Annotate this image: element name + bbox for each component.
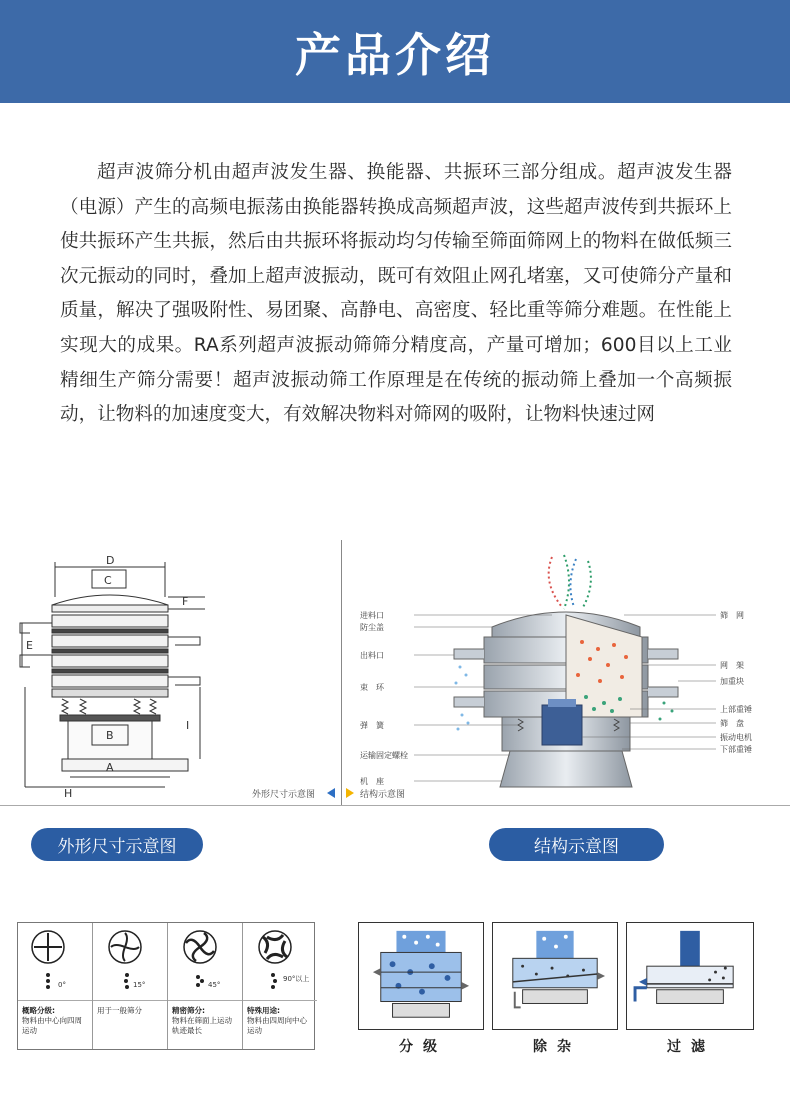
dim-letter-f: F <box>182 595 189 608</box>
structure-caption: 结构示意图 <box>360 790 406 800</box>
dim-letter-e: E <box>26 639 33 652</box>
header-banner <box>0 0 790 103</box>
dim-letter-b: B <box>106 729 114 742</box>
pill-dimension: 外形尺寸示意图 <box>31 828 203 861</box>
dim-letter-d: D <box>106 554 115 567</box>
strong-swirl-icon <box>243 923 317 1001</box>
figure-baseline <box>0 805 790 806</box>
label-weight-block: 加重块 <box>720 677 744 686</box>
label-dust-cover: 防尘盖 <box>360 623 384 632</box>
filtration-diagram <box>626 922 754 1030</box>
process-label-removal: 除杂 <box>533 1039 581 1055</box>
cross-path-icon <box>18 923 92 1001</box>
angle-15: 15° <box>133 981 146 989</box>
dim-letter-i: I <box>186 719 190 732</box>
motion-cell-0 <box>18 923 93 1049</box>
dim-letter-c: C <box>104 574 112 587</box>
dimension-drawing <box>0 537 340 807</box>
angle-45: 45° <box>208 981 221 989</box>
label-base: 机 座 <box>360 777 384 786</box>
light-swirl-icon <box>93 923 167 1001</box>
label-screen-tray: 筛 盘 <box>720 719 744 728</box>
angle-90: 90°以上 <box>283 975 310 983</box>
process-label-grading: 分级 <box>399 1039 447 1055</box>
medium-swirl-icon <box>168 923 242 1001</box>
motion-cell-3 <box>243 923 317 1049</box>
intro-paragraph: 超声波筛分机由超声波发生器、换能器、共振环三部分组成。超声波发生器（电源）产生的高频电振荡由换能器转换成高频超声波，这些超声波传到共振环上使共振环产生共振，然后由共振环将振动均匀传输至筛面筛网上的物料在做低频三次元振动的同时，叠加上超声波振动，既可有效阻止网孔堵塞，又可使筛分产量和质量，解决了强吸附性、易团聚、高静电、高密度、轻比重等筛分难题。在性能上实现大的成果。RA系列超声波振动筛筛分精度高，产量可增加；600目以上工业精细生产筛分需要！超声波振动筛工作原理是在传统的振动筛上叠加一个高频振动，让物料的加速度变大，有效解决物料对筛网的吸附，让物料快速过网 <box>60 162 732 426</box>
dim-letter-h: H <box>64 787 73 800</box>
label-mesh-frame: 网 架 <box>720 661 744 670</box>
motion-desc-3: 物料由四周向中心运动 <box>247 1016 307 1035</box>
label-vibration-motor: 振动电机 <box>720 733 752 742</box>
motion-title-3: 特殊用途: <box>247 1006 280 1015</box>
triangle-right-icon <box>346 788 354 798</box>
label-clamp-ring: 束 环 <box>360 683 384 692</box>
triangle-left-icon <box>327 788 335 798</box>
grading-diagram <box>358 922 484 1030</box>
motion-cell-1 <box>93 923 168 1049</box>
label-lower-weight: 下部重锤 <box>720 745 752 754</box>
label-transport-bolt: 运输固定螺栓 <box>360 751 408 760</box>
page-title: 产品介绍 <box>295 27 495 82</box>
structure-drawing <box>342 537 790 807</box>
label-outlet: 出料口 <box>360 651 384 660</box>
dimension-caption: 外形尺寸示意图 <box>252 790 316 800</box>
motion-angle-table <box>17 922 315 1050</box>
label-spring: 弹 簧 <box>360 721 384 730</box>
label-screen-mesh: 筛 网 <box>720 611 744 620</box>
process-label-filtration: 过滤 <box>667 1039 715 1055</box>
impurity-removal-diagram <box>492 922 618 1030</box>
motion-desc-1: 用于一般筛分 <box>97 1006 142 1015</box>
dim-letter-a: A <box>106 761 114 774</box>
motion-title-2: 精密筛分: <box>172 1006 205 1015</box>
label-upper-weight: 上部重锤 <box>720 705 752 714</box>
pill-structure: 结构示意图 <box>489 828 664 861</box>
motion-cell-2 <box>168 923 243 1049</box>
motion-desc-2: 物料在筛面上运动轨迹最长 <box>172 1016 232 1035</box>
motion-desc-0: 物料由中心向四周运动 <box>22 1016 82 1035</box>
label-feed-inlet: 进料口 <box>360 611 384 620</box>
motion-title-0: 概略分级: <box>22 1006 55 1015</box>
angle-0: 0° <box>58 981 66 989</box>
